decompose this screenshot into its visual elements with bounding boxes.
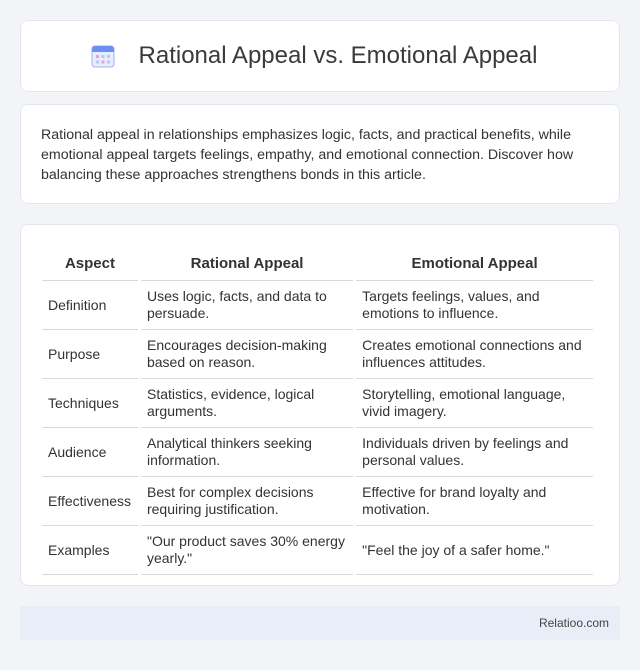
emotional-cell: Storytelling, emotional language, vivid imagery. <box>356 379 593 428</box>
row-aspect-cell: Effectiveness <box>42 477 138 526</box>
emotional-cell: Creates emotional connections and influences attitudes. <box>356 330 593 379</box>
intro-card <box>20 104 620 204</box>
intro-text: Rational appeal in relationships emphasizes logic, facts, and practical benefits, while emotional appeal targets feelings, empathy, and emotional connection. Discover how balancing these approaches strengthens bonds in this article. <box>41 127 574 183</box>
row-aspect-cell: Techniques <box>42 379 138 428</box>
emotional-cell: Individuals driven by feelings and personal values. <box>356 428 593 477</box>
table-row <box>42 330 593 379</box>
footer-brand: Relatioo.com <box>538 616 609 630</box>
comparison-table-card <box>20 224 620 586</box>
row-aspect-cell: Audience <box>42 428 138 477</box>
row-aspect-cell: Purpose <box>42 330 138 379</box>
rational-cell: Uses logic, facts, and data to persuade. <box>141 281 353 330</box>
table-row <box>42 281 593 330</box>
title-card <box>20 20 620 92</box>
column-header-emotional: Emotional Appeal <box>356 243 593 281</box>
table-row <box>42 379 593 428</box>
emotional-cell: "Feel the joy of a safer home." <box>356 526 593 575</box>
footer <box>20 606 620 640</box>
table-header-row <box>42 243 593 281</box>
column-header-rational: Rational Appeal <box>141 243 353 281</box>
comparison-table <box>39 243 596 575</box>
rational-cell: "Our product saves 30% energy yearly." <box>141 526 353 575</box>
calendar-icon <box>89 42 117 70</box>
rational-cell: Best for complex decisions requiring justification. <box>141 477 353 526</box>
row-aspect-cell: Definition <box>42 281 138 330</box>
rational-cell: Encourages decision-making based on reason. <box>141 330 353 379</box>
page-title: Rational Appeal vs. Emotional Appeal <box>138 42 538 69</box>
row-aspect-cell: Examples <box>42 526 138 575</box>
rational-cell: Statistics, evidence, logical arguments. <box>141 379 353 428</box>
table-row <box>42 526 593 575</box>
rational-cell: Analytical thinkers seeking information. <box>141 428 353 477</box>
emotional-cell: Targets feelings, values, and emotions to influence. <box>356 281 593 330</box>
table-row <box>42 477 593 526</box>
emotional-cell: Effective for brand loyalty and motivation. <box>356 477 593 526</box>
column-header-aspect: Aspect <box>42 243 138 281</box>
table-row <box>42 428 593 477</box>
